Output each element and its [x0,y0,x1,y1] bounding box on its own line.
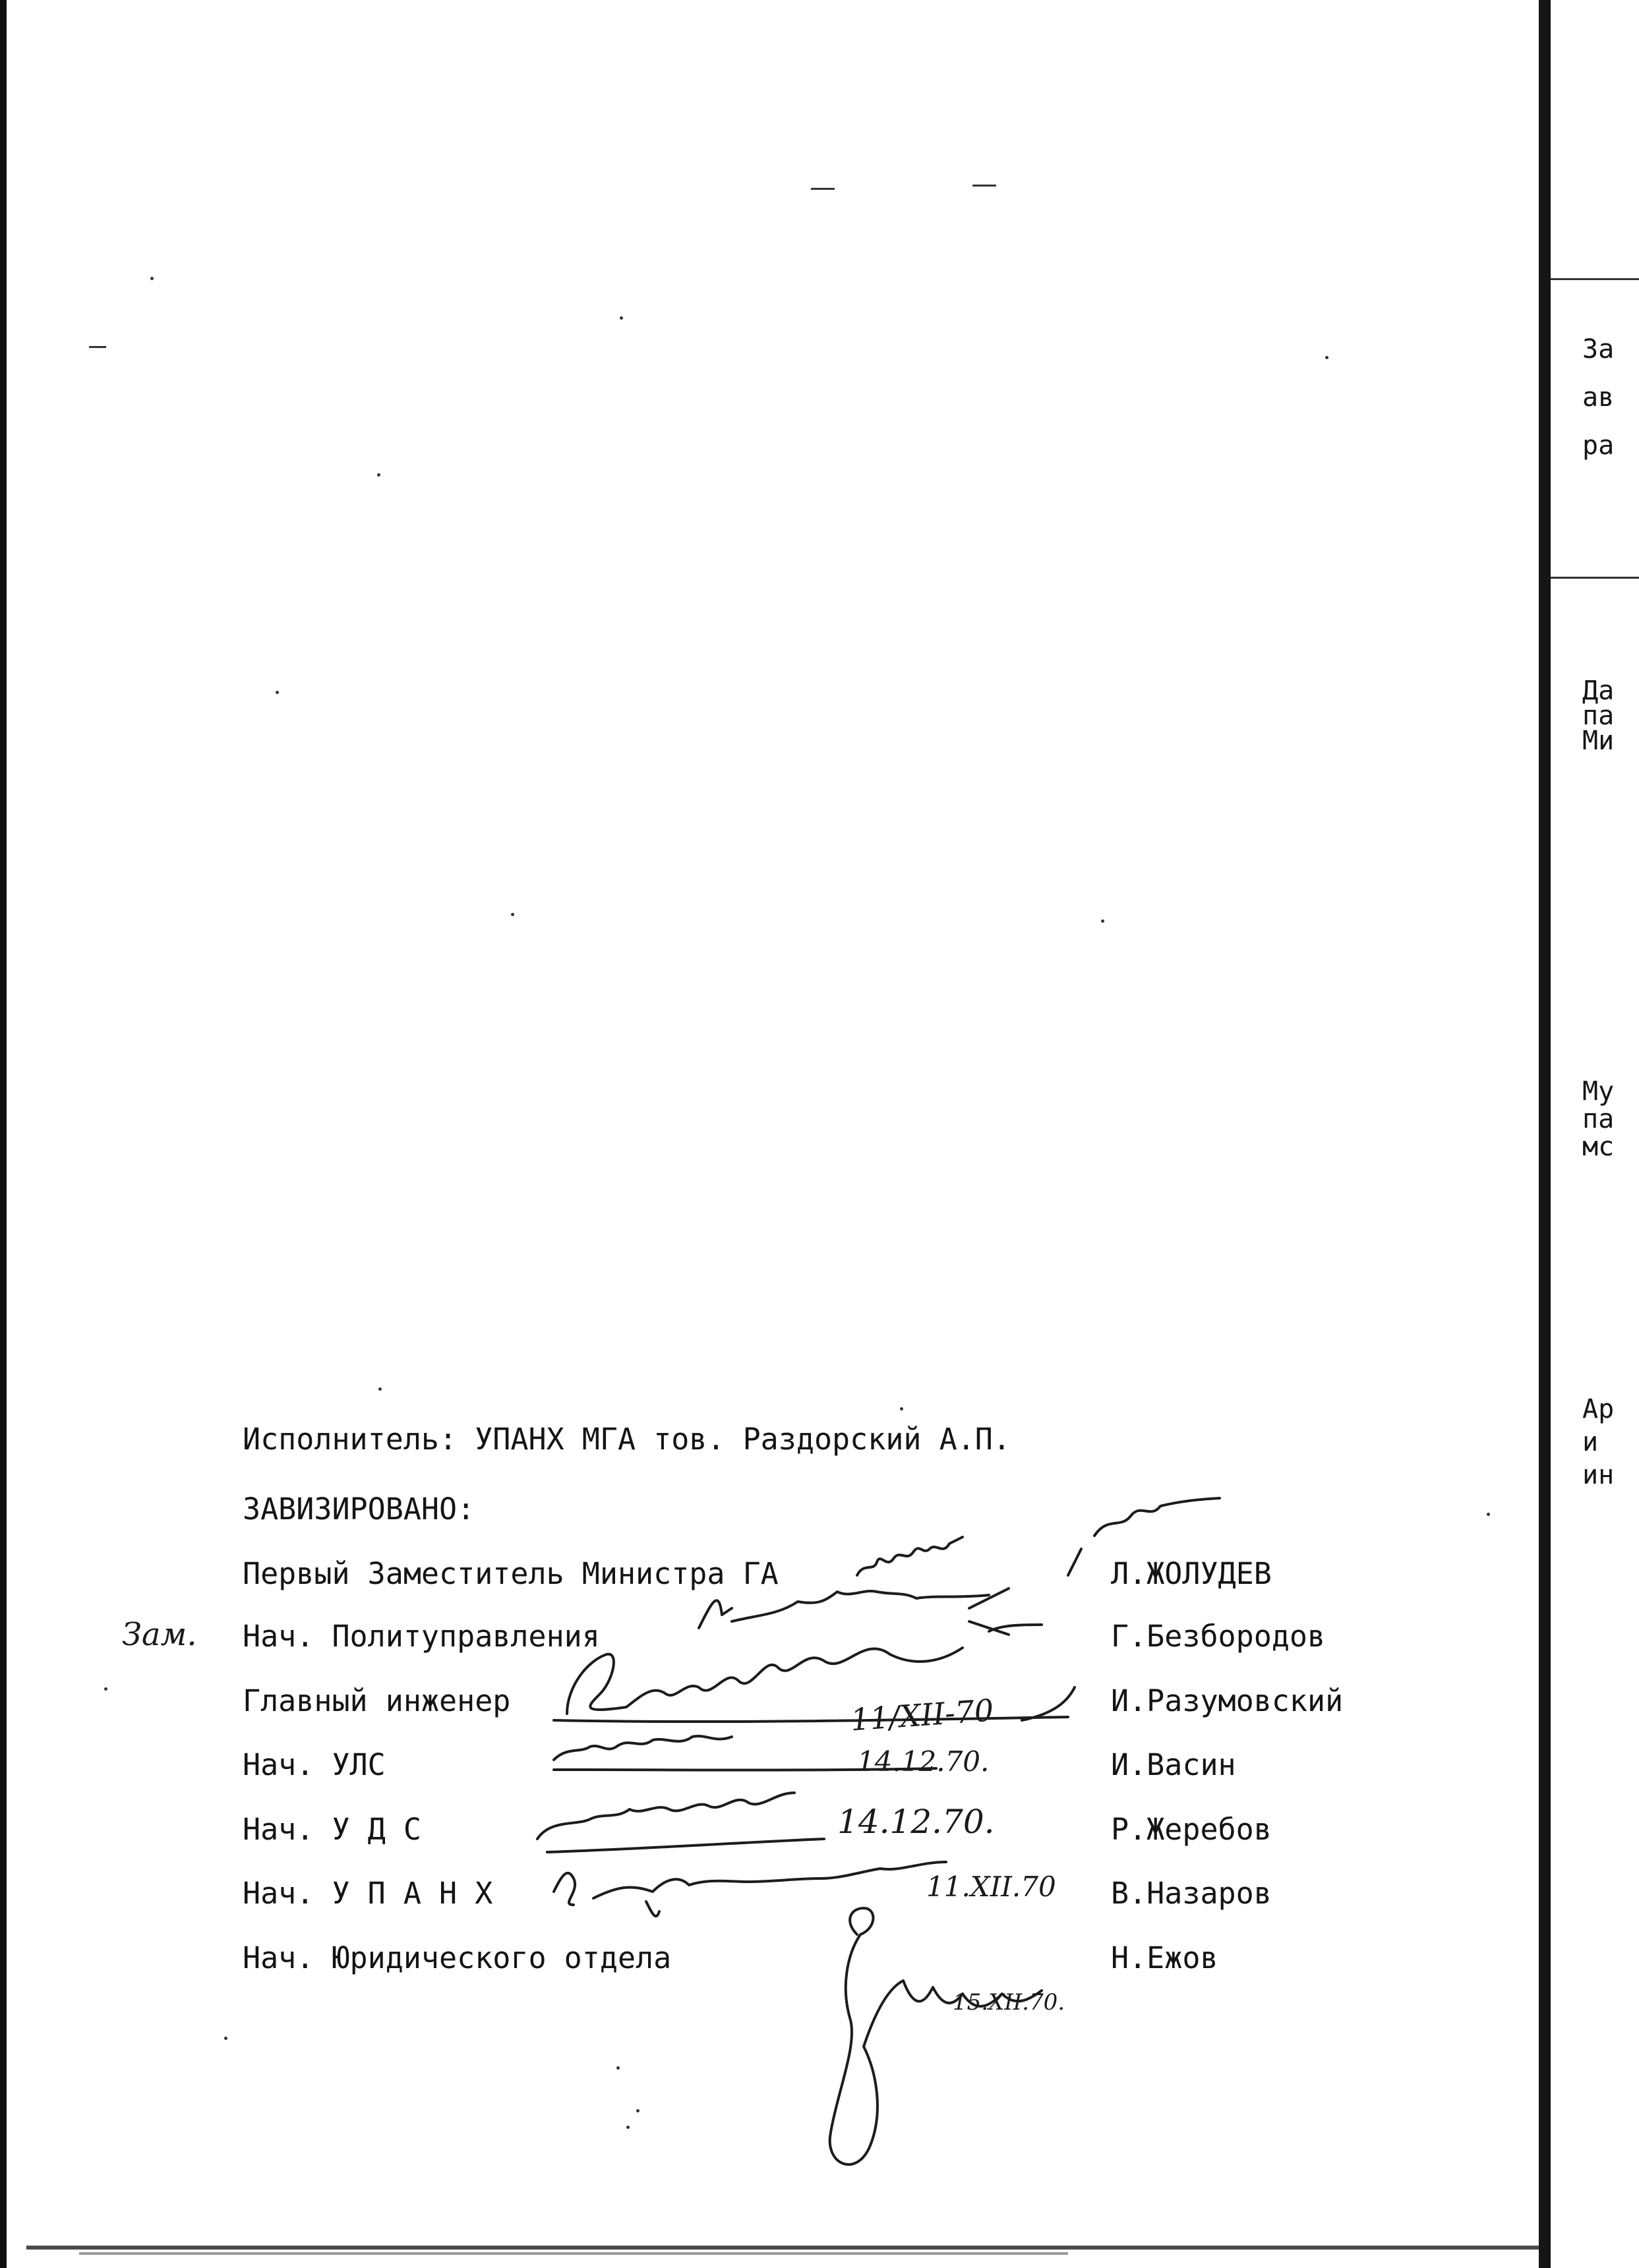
signatory-name: Н.Ежов [1111,1940,1218,1975]
signatory-position: Первый Заместитель Министра ГА [243,1556,779,1591]
adjacent-text: па [1582,701,1615,731]
handwritten-date: 11/XII-70 [849,1692,995,1738]
scan-speck [626,2126,630,2129]
adjacent-text: Да [1582,676,1615,706]
adjacent-text: Ар [1582,1394,1615,1424]
adjacent-text: Му [1582,1076,1615,1107]
scan-mark [811,188,835,190]
scan-speck [150,277,154,280]
scan-mark [89,346,106,348]
scan-speck [616,2066,620,2070]
scan-speck [224,2037,227,2040]
adjacent-rule [1551,577,1639,579]
scan-speck [900,1407,903,1410]
scan-bottom-band [0,2238,1639,2268]
adjacent-rule [1551,278,1639,280]
scan-speck [1325,356,1328,359]
handwritten-date: 11.XII.70 [926,1871,1056,1903]
adjacent-text: па [1582,1104,1615,1134]
signatory-name: Л.ЖОЛУДЕВ [1111,1556,1272,1591]
handwritten-prefix: Зам. [122,1616,197,1653]
scan-speck [636,2109,640,2112]
signatory-name: И.Разумовский [1111,1683,1344,1718]
binding-shadow [1539,0,1551,2268]
signatory-position: Нач. УЛС [243,1747,386,1782]
adjacent-text: мс [1582,1132,1615,1162]
signatory-name: И.Васин [1111,1747,1236,1782]
adjacent-text: За [1582,334,1615,364]
handwritten-date: 14.12.70. [837,1803,995,1841]
signatory-name: В.Назаров [1111,1876,1272,1911]
adjacent-text: ин [1582,1460,1615,1490]
adjacent-text: ав [1582,382,1615,413]
scan-speck [620,316,623,320]
signatory-position: Нач. Политуправления [243,1619,600,1654]
scan-speck [1101,919,1104,923]
signature-3 [554,1648,1075,1722]
handwritten-date: 14.12.70. [857,1745,990,1778]
adjacent-text: ра [1582,430,1615,461]
signature-2 [699,1588,1042,1635]
signatory-name: Г.Безбородов [1111,1619,1326,1654]
signature-6 [554,1862,946,1916]
scan-left-edge [0,0,7,2268]
handwritten-date: 15.XII.70. [953,1989,1065,2016]
approved-heading: ЗАВИЗИРОВАНО: [243,1492,475,1527]
signatory-position: Главный инженер [243,1683,511,1718]
executor-line: Исполнитель: УПАНХ МГА тов. Раздорский А.П. [243,1422,1011,1457]
signature-7 [830,1908,1042,2165]
adjacent-text: Ми [1582,726,1615,756]
signatory-position: Нач. Юридического отдела [243,1940,672,1975]
adjacent-page-strip [1530,0,1639,2268]
adjacent-text: и [1582,1427,1599,1457]
scan-speck [377,473,380,477]
scan-mark [972,185,996,187]
signatory-position: Нач. У П А Н Х [243,1876,493,1911]
scan-speck [378,1387,382,1391]
signatory-position: Нач. У Д С [243,1812,421,1847]
scan-speck [276,691,279,694]
scan-speck [511,913,514,916]
scan-speck [104,1687,107,1691]
signature-5 [537,1793,824,1852]
scan-speck [1487,1513,1490,1516]
signatory-name: Р.Жеребов [1111,1812,1272,1847]
